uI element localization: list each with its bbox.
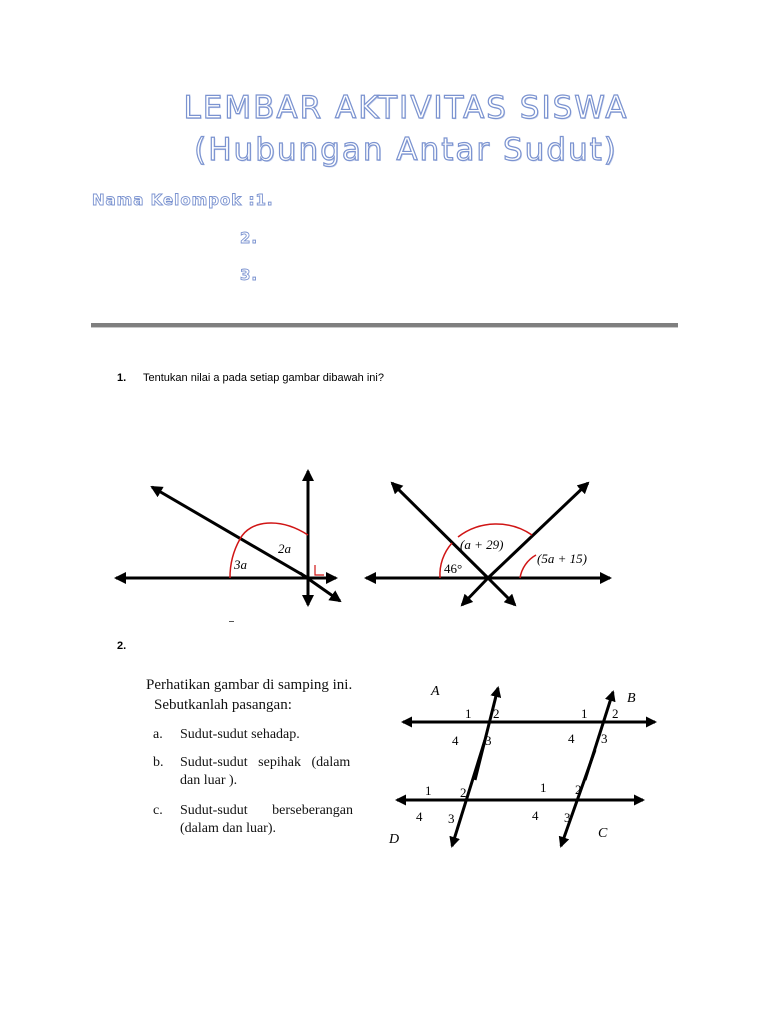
question-2-intro: Perhatikan gambar di samping ini. — [146, 677, 353, 693]
group-label: Nama Kelompok :1. — [92, 191, 274, 209]
page-title: LEMBAR AKTIVITAS SISWA — [183, 90, 629, 126]
fig2-left-bottom-3: 3 — [448, 811, 455, 826]
question-1-text: Tentukan nilai a pada setiap gambar dibawah ini? — [143, 372, 384, 384]
group-member-3: 3. — [240, 266, 259, 284]
fig2-right-bottom-4: 4 — [532, 808, 539, 823]
figure-1b-diagram — [360, 475, 620, 615]
fig1a-arc-2a — [240, 523, 308, 539]
option-c-text: Sudut-sudut berseberangan — [180, 803, 354, 818]
question-2-number: 2. — [117, 640, 127, 652]
fig1b-label-46: 46° — [444, 561, 463, 576]
fig2-right-bottom-1: 1 — [540, 780, 547, 795]
page-subtitle: (Hubungan Antar Sudut) — [194, 132, 618, 168]
fig2-left-bottom-1: 1 — [425, 783, 432, 798]
option-b-text: Sudut-sudut sepihak (dalam — [180, 755, 351, 770]
fig2-right-top-1: 1 — [581, 706, 588, 721]
fig2-transversal-left-down — [452, 740, 485, 846]
fig2-right-bottom-2: 2 — [575, 782, 582, 797]
option-c-letter: c. — [153, 803, 163, 818]
group-member-2: 2. — [240, 229, 259, 247]
question-1-number: 1. — [117, 372, 127, 384]
fig1b-arc-a29 — [458, 524, 532, 537]
fig2-left-top-4: 4 — [452, 733, 459, 748]
fig2-point-c: C — [598, 826, 608, 841]
option-b-letter: b. — [153, 755, 164, 770]
fig1a-label-3a: 3a — [234, 557, 247, 572]
stray-mark — [229, 621, 234, 622]
fig2-right-bottom-3: 3 — [564, 810, 571, 825]
fig1a-right-angle-mark — [315, 565, 324, 575]
fig2-right-top-2: 2 — [612, 706, 619, 721]
fig1b-label-a29: (a + 29) — [460, 537, 504, 552]
fig2-left-top-2: 2 — [493, 706, 500, 721]
fig2-point-d: D — [389, 832, 400, 847]
fig2-point-b: B — [627, 691, 636, 706]
question-2-instruction: Sebutkanlah pasangan: — [154, 697, 292, 713]
option-b-text-2: dan luar ). — [180, 773, 238, 788]
fig1b-label-5a15: (5a + 15) — [537, 551, 587, 566]
figure-2-diagram — [385, 680, 665, 850]
fig1b-arc-5a15 — [520, 555, 536, 578]
figure-1a-diagram — [110, 465, 350, 625]
option-c-text-2: (dalam dan luar). — [180, 821, 277, 836]
fig2-transversal-right-down — [561, 750, 595, 846]
fig2-point-a: A — [431, 684, 440, 699]
fig1a-oblique-line — [152, 487, 308, 578]
fig1b-line-left — [392, 483, 488, 578]
option-a-letter: a. — [153, 727, 163, 742]
fig1b-line-left-ext — [488, 578, 515, 605]
fig2-right-top-3: 3 — [601, 731, 608, 746]
fig1b-line-right-ext — [462, 578, 488, 605]
fig2-right-top-4: 4 — [568, 731, 575, 746]
fig2-left-top-1: 1 — [465, 706, 472, 721]
fig2-left-bottom-4: 4 — [416, 809, 423, 824]
fig1a-label-2a: 2a — [278, 541, 291, 556]
option-a-text: Sudut-sudut sehadap. — [180, 727, 300, 742]
fig2-left-bottom-2: 2 — [460, 785, 467, 800]
fig2-left-top-3: 3 — [485, 733, 492, 748]
